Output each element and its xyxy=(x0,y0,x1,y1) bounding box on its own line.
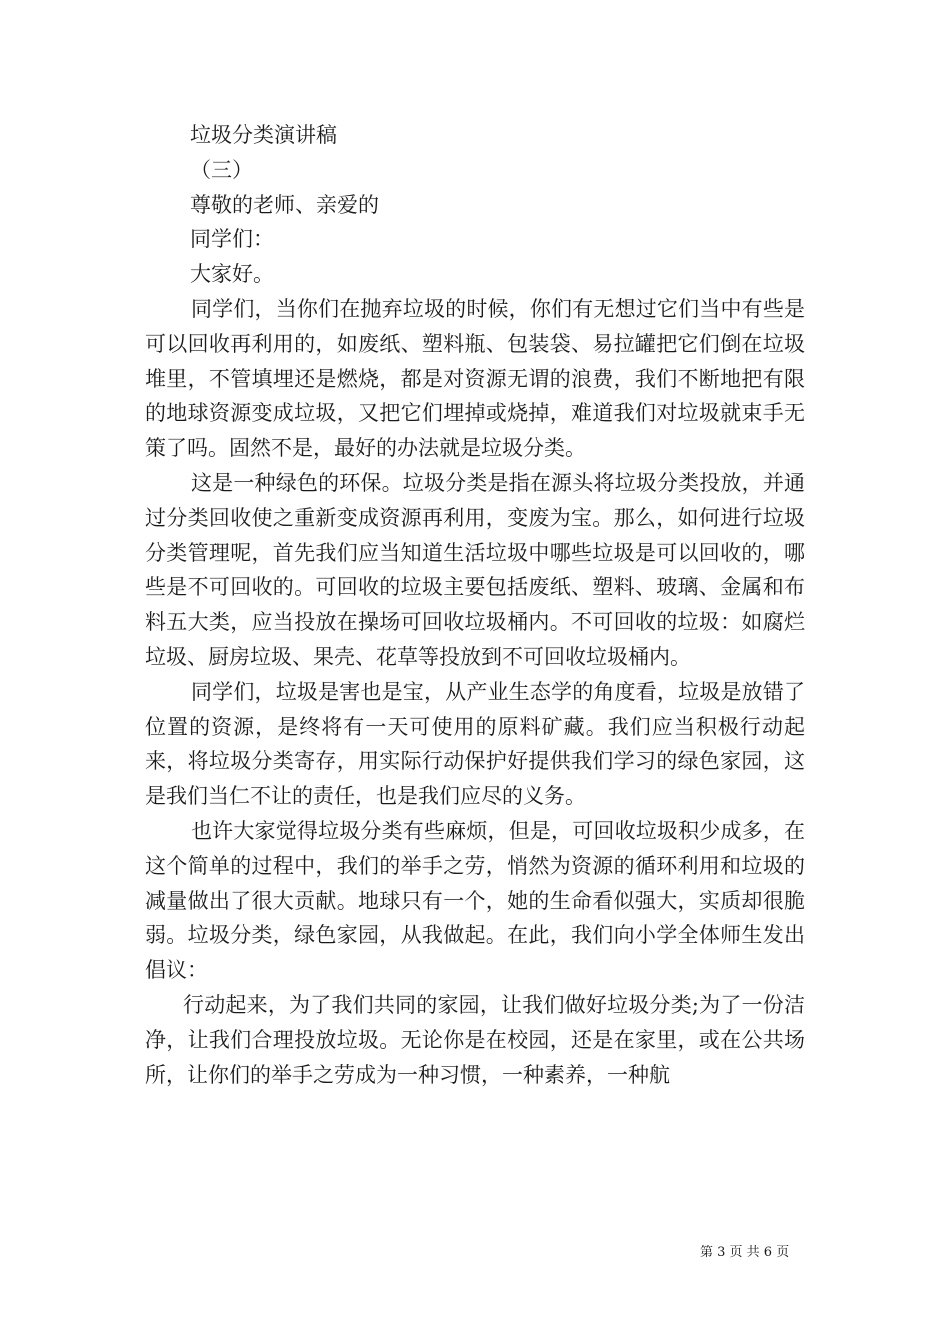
salutation-line-2: 同学们： xyxy=(190,227,274,252)
body-paragraph: 也许大家觉得垃圾分类有些麻烦，但是，可回收垃圾积少成多，在这个简单的过程中，我们的举手之劳，悄然为资源的循环利用和垃圾的减量做出了很大贡献。地球只有一个，她的生命看似强大，实质却很脆弱。垃圾分类，绿色家园，从我做起。在此，我们向小学全体师生发出倡议： xyxy=(145,818,805,983)
body-paragraph: 这是一种绿色的环保。垃圾分类是指在源头将垃圾分类投放，并通过分类回收使之重新变成资源再利用，变废为宝。那么，如何进行垃圾分类管理呢，首先我们应当知道生活垃圾中哪些垃圾是可以回收的，哪些是不可回收的。可回收的垃圾主要包括废纸、塑料、玻璃、金属和布料五大类，应当投放在操场可回收垃圾桶内。不可回收的垃圾：如腐烂垃圾、厨房垃圾、果壳、花草等投放到不可回收垃圾桶内。 xyxy=(145,470,805,669)
page-number-footer: 第 3 页 共 6 页 xyxy=(700,1245,790,1260)
document-title: 垃圾分类演讲稿 xyxy=(190,123,337,147)
greeting: 大家好。 xyxy=(190,262,274,287)
section-number: （三） xyxy=(190,157,253,182)
body-paragraph: 行动起来，为了我们共同的家园，让我们做好垃圾分类;为了一份洁净，让我们合理投放垃圾。无论你是在校园，还是在家里，或在公共场所，让你们的举手之劳成为一种习惯，一种素养，一种航 xyxy=(145,992,805,1087)
document-body xyxy=(145,118,805,1092)
salutation-line-1: 尊敬的老师、亲爱的 xyxy=(190,192,379,217)
body-paragraph: 同学们，垃圾是害也是宝，从产业生态学的角度看，垃圾是放错了位置的资源，是终将有一天可使用的原料矿藏。我们应当积极行动起来，将垃圾分类寄存，用实际行动保护好提供我们学习的绿色家园，这是我们当仁不让的责任，也是我们应尽的义务。 xyxy=(145,679,805,809)
body-paragraph: 同学们，当你们在抛弃垃圾的时候，你们有无想过它们当中有些是可以回收再利用的，如废纸、塑料瓶、包装袋、易拉罐把它们倒在垃圾堆里，不管填埋还是燃烧，都是对资源无谓的浪费，我们不断地把有限的地球资源变成垃圾，又把它们埋掉或烧掉，难道我们对垃圾就束手无策了吗。固然不是，最好的办法就是垃圾分类。 xyxy=(145,296,805,461)
